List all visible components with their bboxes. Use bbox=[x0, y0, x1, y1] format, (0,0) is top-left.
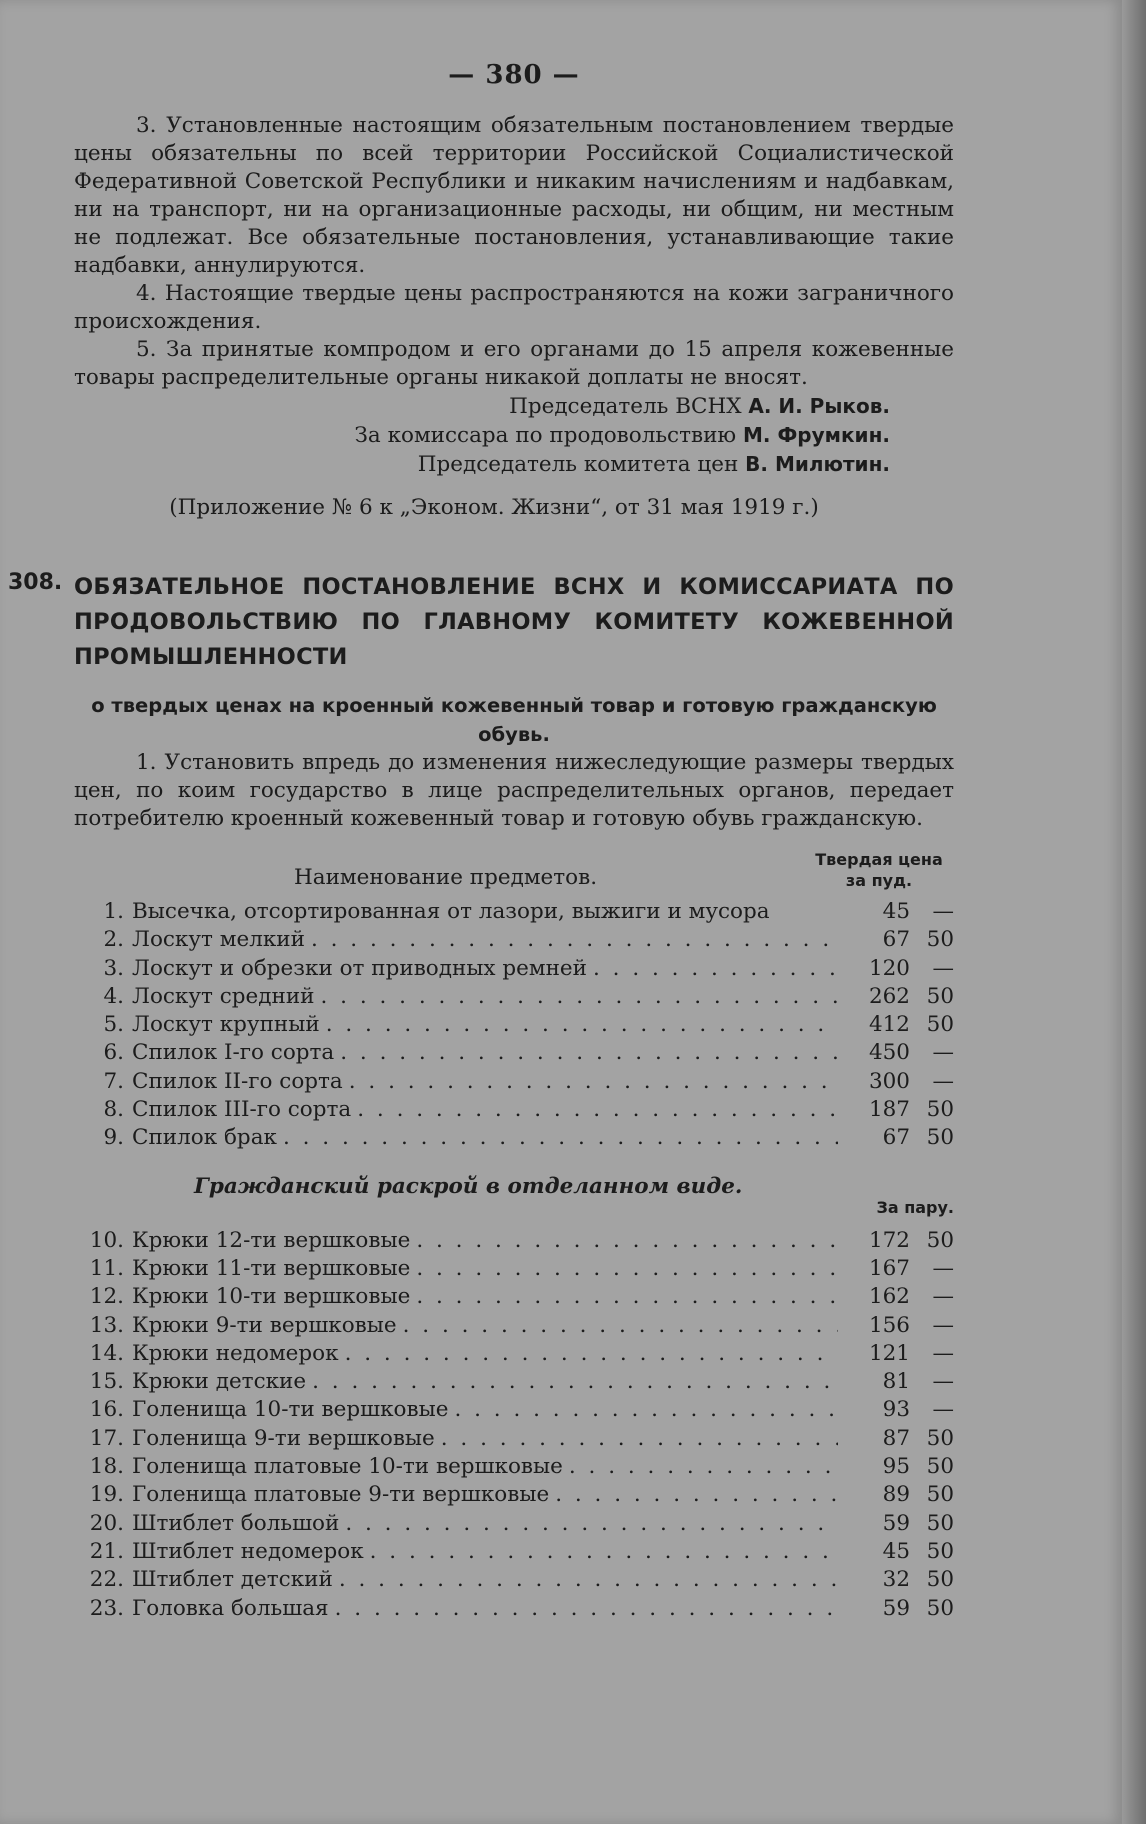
price-kopecks: 50 bbox=[926, 1097, 954, 1123]
table-row bbox=[74, 1284, 954, 1312]
price-kopecks: — bbox=[932, 1312, 954, 1338]
item-number: 1. bbox=[103, 899, 124, 924]
price-kopecks: 50 bbox=[926, 1012, 954, 1038]
table-row bbox=[74, 1567, 954, 1595]
item-number: 23. bbox=[89, 1595, 124, 1621]
price-rubles: 32 bbox=[882, 1567, 910, 1593]
leader-dots bbox=[351, 1097, 838, 1122]
section-title: ОБЯЗАТЕЛЬНОЕ ПОСТАНОВЛЕНИЕ ВСНХ И КОМИССАРИАТА ПО ПРОДОВОЛЬСТВИЮ ПО ГЛАВНОМУ КОМИТЕТУ КОЖЕВЕННОЙ ПРОМЫШЛЕННОСТИ bbox=[74, 574, 954, 670]
signature-name: М. Фрумкин. bbox=[742, 423, 890, 447]
table-row bbox=[74, 1482, 954, 1510]
table-row bbox=[74, 1596, 954, 1624]
price-rubles: 67 bbox=[882, 1125, 910, 1151]
price-kopecks: — bbox=[932, 1284, 954, 1310]
leader-dots bbox=[549, 1482, 838, 1507]
table-row bbox=[74, 1539, 954, 1567]
item-name: Спилок II-го сорта bbox=[132, 1068, 343, 1094]
table-row bbox=[74, 1097, 954, 1125]
item-name: Голенища платовые 9-ти вершковые bbox=[132, 1482, 550, 1508]
signature-role: За комиссара по продовольствию bbox=[354, 423, 737, 448]
price-rubles: 156 bbox=[868, 1312, 910, 1338]
table-row bbox=[74, 899, 954, 927]
leader-dots bbox=[334, 1040, 838, 1065]
price-rubles: 187 bbox=[868, 1097, 910, 1123]
item-number: 17. bbox=[89, 1425, 124, 1451]
price-rubles: 59 bbox=[882, 1510, 910, 1536]
signature-role: Председатель ВСНХ bbox=[509, 394, 742, 419]
item-name: Головка большая bbox=[132, 1595, 329, 1621]
price-rubles: 162 bbox=[868, 1284, 910, 1310]
price-kopecks: 50 bbox=[926, 1425, 954, 1451]
signature-line bbox=[74, 392, 890, 421]
table-header bbox=[74, 843, 954, 899]
table-row bbox=[74, 984, 954, 1012]
item-number: 3. bbox=[103, 955, 124, 981]
price-kopecks: 50 bbox=[926, 1227, 954, 1253]
leader-dots bbox=[320, 1012, 838, 1037]
signature-line bbox=[74, 450, 890, 479]
price-kopecks: 50 bbox=[926, 1482, 954, 1508]
item-number: 20. bbox=[89, 1510, 124, 1536]
intro-paragraph: 1. Установить впредь до изменения нижеследующие размеры твердых цен, по коим государство в лице распределительных органов, передает потребителю кроенный кожевенный товар и готовую обувь гражданскую. bbox=[74, 750, 954, 831]
item-name: Спилок III-го сорта bbox=[132, 1097, 352, 1123]
price-rubles: 87 bbox=[882, 1425, 910, 1451]
item-name: Крюки недомерок bbox=[132, 1340, 339, 1366]
table-row bbox=[74, 1069, 954, 1097]
item-number: 18. bbox=[89, 1454, 124, 1480]
item-name: Спилок I-го сорта bbox=[132, 1040, 335, 1066]
price-rubles: 67 bbox=[882, 927, 910, 953]
price-rubles: 93 bbox=[882, 1397, 910, 1423]
leader-dots bbox=[587, 956, 838, 981]
item-name: Голенища 9-ти вершковые bbox=[132, 1425, 435, 1451]
item-number: 11. bbox=[89, 1255, 124, 1281]
price-rubles: 412 bbox=[868, 1012, 910, 1038]
price-rubles: 59 bbox=[882, 1595, 910, 1621]
table-row bbox=[74, 1040, 954, 1068]
item-number: 16. bbox=[89, 1397, 124, 1423]
price-header-line1: Твердая цена bbox=[815, 850, 943, 869]
item-number: 5. bbox=[103, 1012, 124, 1038]
item-name: Высечка, отсортированная от лазори, выжиги и мусора bbox=[132, 899, 770, 924]
price-kopecks: 50 bbox=[926, 1595, 954, 1621]
item-name: Лоскут мелкий bbox=[132, 927, 305, 953]
column-price-header bbox=[804, 849, 954, 891]
item-name: Штиблет недомерок bbox=[132, 1538, 364, 1564]
price-rubles: 45 bbox=[882, 899, 910, 924]
table-row bbox=[74, 927, 954, 955]
item-name: Лоскут крупный bbox=[132, 1012, 320, 1038]
table-row bbox=[74, 1012, 954, 1040]
item-number: 15. bbox=[89, 1369, 124, 1395]
price-header-line2: за пуд. bbox=[845, 871, 913, 890]
table-row bbox=[74, 1341, 954, 1369]
price-rubles: 81 bbox=[882, 1369, 910, 1395]
leader-dots bbox=[563, 1454, 838, 1479]
price-rubles: 172 bbox=[868, 1227, 910, 1253]
price-kopecks: — bbox=[932, 955, 954, 981]
item-number: 22. bbox=[89, 1567, 124, 1593]
item-number: 8. bbox=[103, 1097, 124, 1123]
table-row bbox=[74, 1397, 954, 1425]
column-name-header: Наименование предметов. bbox=[294, 865, 598, 890]
item-name: Спилок брак bbox=[132, 1125, 277, 1151]
price-kopecks: — bbox=[932, 1369, 954, 1395]
price-rubles: 95 bbox=[882, 1454, 910, 1480]
section-subtitle: о твердых ценах на кроенный кожевенный товар и готовую гражданскую обувь. bbox=[91, 694, 937, 746]
item-number: 19. bbox=[89, 1482, 124, 1508]
item-number: 9. bbox=[103, 1125, 124, 1151]
item-name: Лоскут средний bbox=[132, 983, 315, 1009]
price-kopecks: 50 bbox=[926, 927, 954, 953]
leader-dots bbox=[339, 1341, 838, 1366]
price-table-pud bbox=[74, 899, 954, 1154]
item-name: Лоскут и обрезки от приводных ремней bbox=[132, 955, 587, 981]
leader-dots bbox=[397, 1313, 838, 1338]
item-number: 4. bbox=[103, 983, 124, 1009]
item-number: 6. bbox=[103, 1040, 124, 1066]
leader-dots bbox=[448, 1397, 838, 1422]
table-row bbox=[74, 1125, 954, 1153]
item-name: Крюки 11-ти вершковые bbox=[132, 1255, 411, 1281]
subsection-title: Гражданский раскрой в отделанном виде. bbox=[194, 1173, 743, 1199]
price-kopecks: — bbox=[932, 1068, 954, 1094]
item-name: Голенища 10-ти вершковые bbox=[132, 1397, 449, 1423]
price-kopecks: 50 bbox=[926, 1125, 954, 1151]
item-name: Крюки 9-ти вершковые bbox=[132, 1312, 397, 1338]
price-kopecks: — bbox=[932, 899, 954, 924]
column-price-header-pair: За пару. bbox=[876, 1197, 954, 1217]
signature-role: Председатель комитета цен bbox=[417, 452, 739, 477]
price-rubles: 121 bbox=[868, 1340, 910, 1366]
leader-dots bbox=[333, 1567, 838, 1592]
section-number: 308. bbox=[8, 570, 63, 595]
price-rubles: 167 bbox=[868, 1255, 910, 1281]
item-name: Штиблет большой bbox=[132, 1510, 340, 1536]
subsection-header bbox=[74, 1168, 954, 1228]
leader-dots bbox=[277, 1125, 838, 1150]
item-number: 10. bbox=[89, 1227, 124, 1253]
price-kopecks: 50 bbox=[926, 983, 954, 1009]
leader-dots bbox=[306, 1369, 838, 1394]
price-rubles: 262 bbox=[868, 983, 910, 1009]
page-number: — 380 — bbox=[448, 60, 580, 90]
leader-dots bbox=[435, 1426, 838, 1451]
price-kopecks: — bbox=[932, 1340, 954, 1366]
table-row bbox=[74, 1454, 954, 1482]
leader-dots bbox=[410, 1284, 838, 1309]
price-rubles: 45 bbox=[882, 1538, 910, 1564]
price-kopecks: — bbox=[932, 1397, 954, 1423]
item-name: Штиблет детский bbox=[132, 1567, 333, 1593]
page-content bbox=[8, 60, 954, 1624]
item-name: Крюки детские bbox=[132, 1369, 307, 1395]
price-kopecks: 50 bbox=[926, 1567, 954, 1593]
item-number: 21. bbox=[89, 1538, 124, 1564]
section-heading bbox=[8, 570, 954, 749]
item-number: 7. bbox=[103, 1068, 124, 1094]
leader-dots bbox=[364, 1539, 838, 1564]
paragraph-4: 4. Настоящие твердые цены распространяются на кожи заграничного происхождения. bbox=[74, 281, 954, 334]
table-row bbox=[74, 1228, 954, 1256]
item-number: 2. bbox=[103, 927, 124, 953]
leader-dots bbox=[410, 1228, 838, 1253]
paragraph-3: 3. Установленные настоящим обязательным постановлением твердые цены обязательны по всей территории Российской Социалистической Федеративной Советской Республики и никаким начислениям и надбавкам, ни на транспорт, ни на организационные расходы, ни общим, ни местным не подлежат. Все обязательные постановления, устанавливающие такие надбавки, аннулируются. bbox=[74, 113, 954, 278]
leader-dots bbox=[329, 1596, 838, 1621]
item-number: 14. bbox=[89, 1340, 124, 1366]
price-kopecks: — bbox=[932, 1255, 954, 1281]
item-number: 13. bbox=[89, 1312, 124, 1338]
price-rubles: 89 bbox=[882, 1482, 910, 1508]
signature-name: В. Милютин. bbox=[745, 452, 890, 476]
item-name: Крюки 12-ти вершковые bbox=[132, 1227, 411, 1253]
item-name: Крюки 10-ти вершковые bbox=[132, 1284, 411, 1310]
price-rubles: 120 bbox=[868, 955, 910, 981]
table-row bbox=[74, 956, 954, 984]
price-table-pair bbox=[74, 1228, 954, 1624]
price-rubles: 300 bbox=[868, 1068, 910, 1094]
leader-dots bbox=[339, 1511, 838, 1536]
leader-dots bbox=[315, 984, 839, 1009]
price-kopecks: 50 bbox=[926, 1510, 954, 1536]
price-rubles: 450 bbox=[868, 1040, 910, 1066]
signature-name: А. И. Рыков. bbox=[748, 394, 890, 418]
appendix-note: (Приложение № 6 к „Эконом. Жизни“, от 31 мая 1919 г.) bbox=[169, 495, 819, 520]
price-kopecks: 50 bbox=[926, 1454, 954, 1480]
item-name: Голенища платовые 10-ти вершковые bbox=[132, 1454, 563, 1480]
leader-dots bbox=[305, 927, 838, 952]
signatures bbox=[74, 392, 954, 479]
paragraph-5: 5. За принятые компродом и его органами до 15 апреля кожевенные товары распределительные органы никакой доплаты не вносят. bbox=[74, 337, 954, 390]
price-kopecks: — bbox=[932, 1040, 954, 1066]
table-row bbox=[74, 1511, 954, 1539]
page-edge bbox=[1122, 0, 1146, 1824]
leader-dots bbox=[410, 1256, 838, 1281]
signature-line bbox=[74, 421, 890, 450]
table-row bbox=[74, 1313, 954, 1341]
price-kopecks: 50 bbox=[926, 1538, 954, 1564]
item-number: 12. bbox=[89, 1284, 124, 1310]
table-row bbox=[74, 1369, 954, 1397]
table-row bbox=[74, 1426, 954, 1454]
table-row bbox=[74, 1256, 954, 1284]
leader-dots bbox=[343, 1069, 838, 1094]
